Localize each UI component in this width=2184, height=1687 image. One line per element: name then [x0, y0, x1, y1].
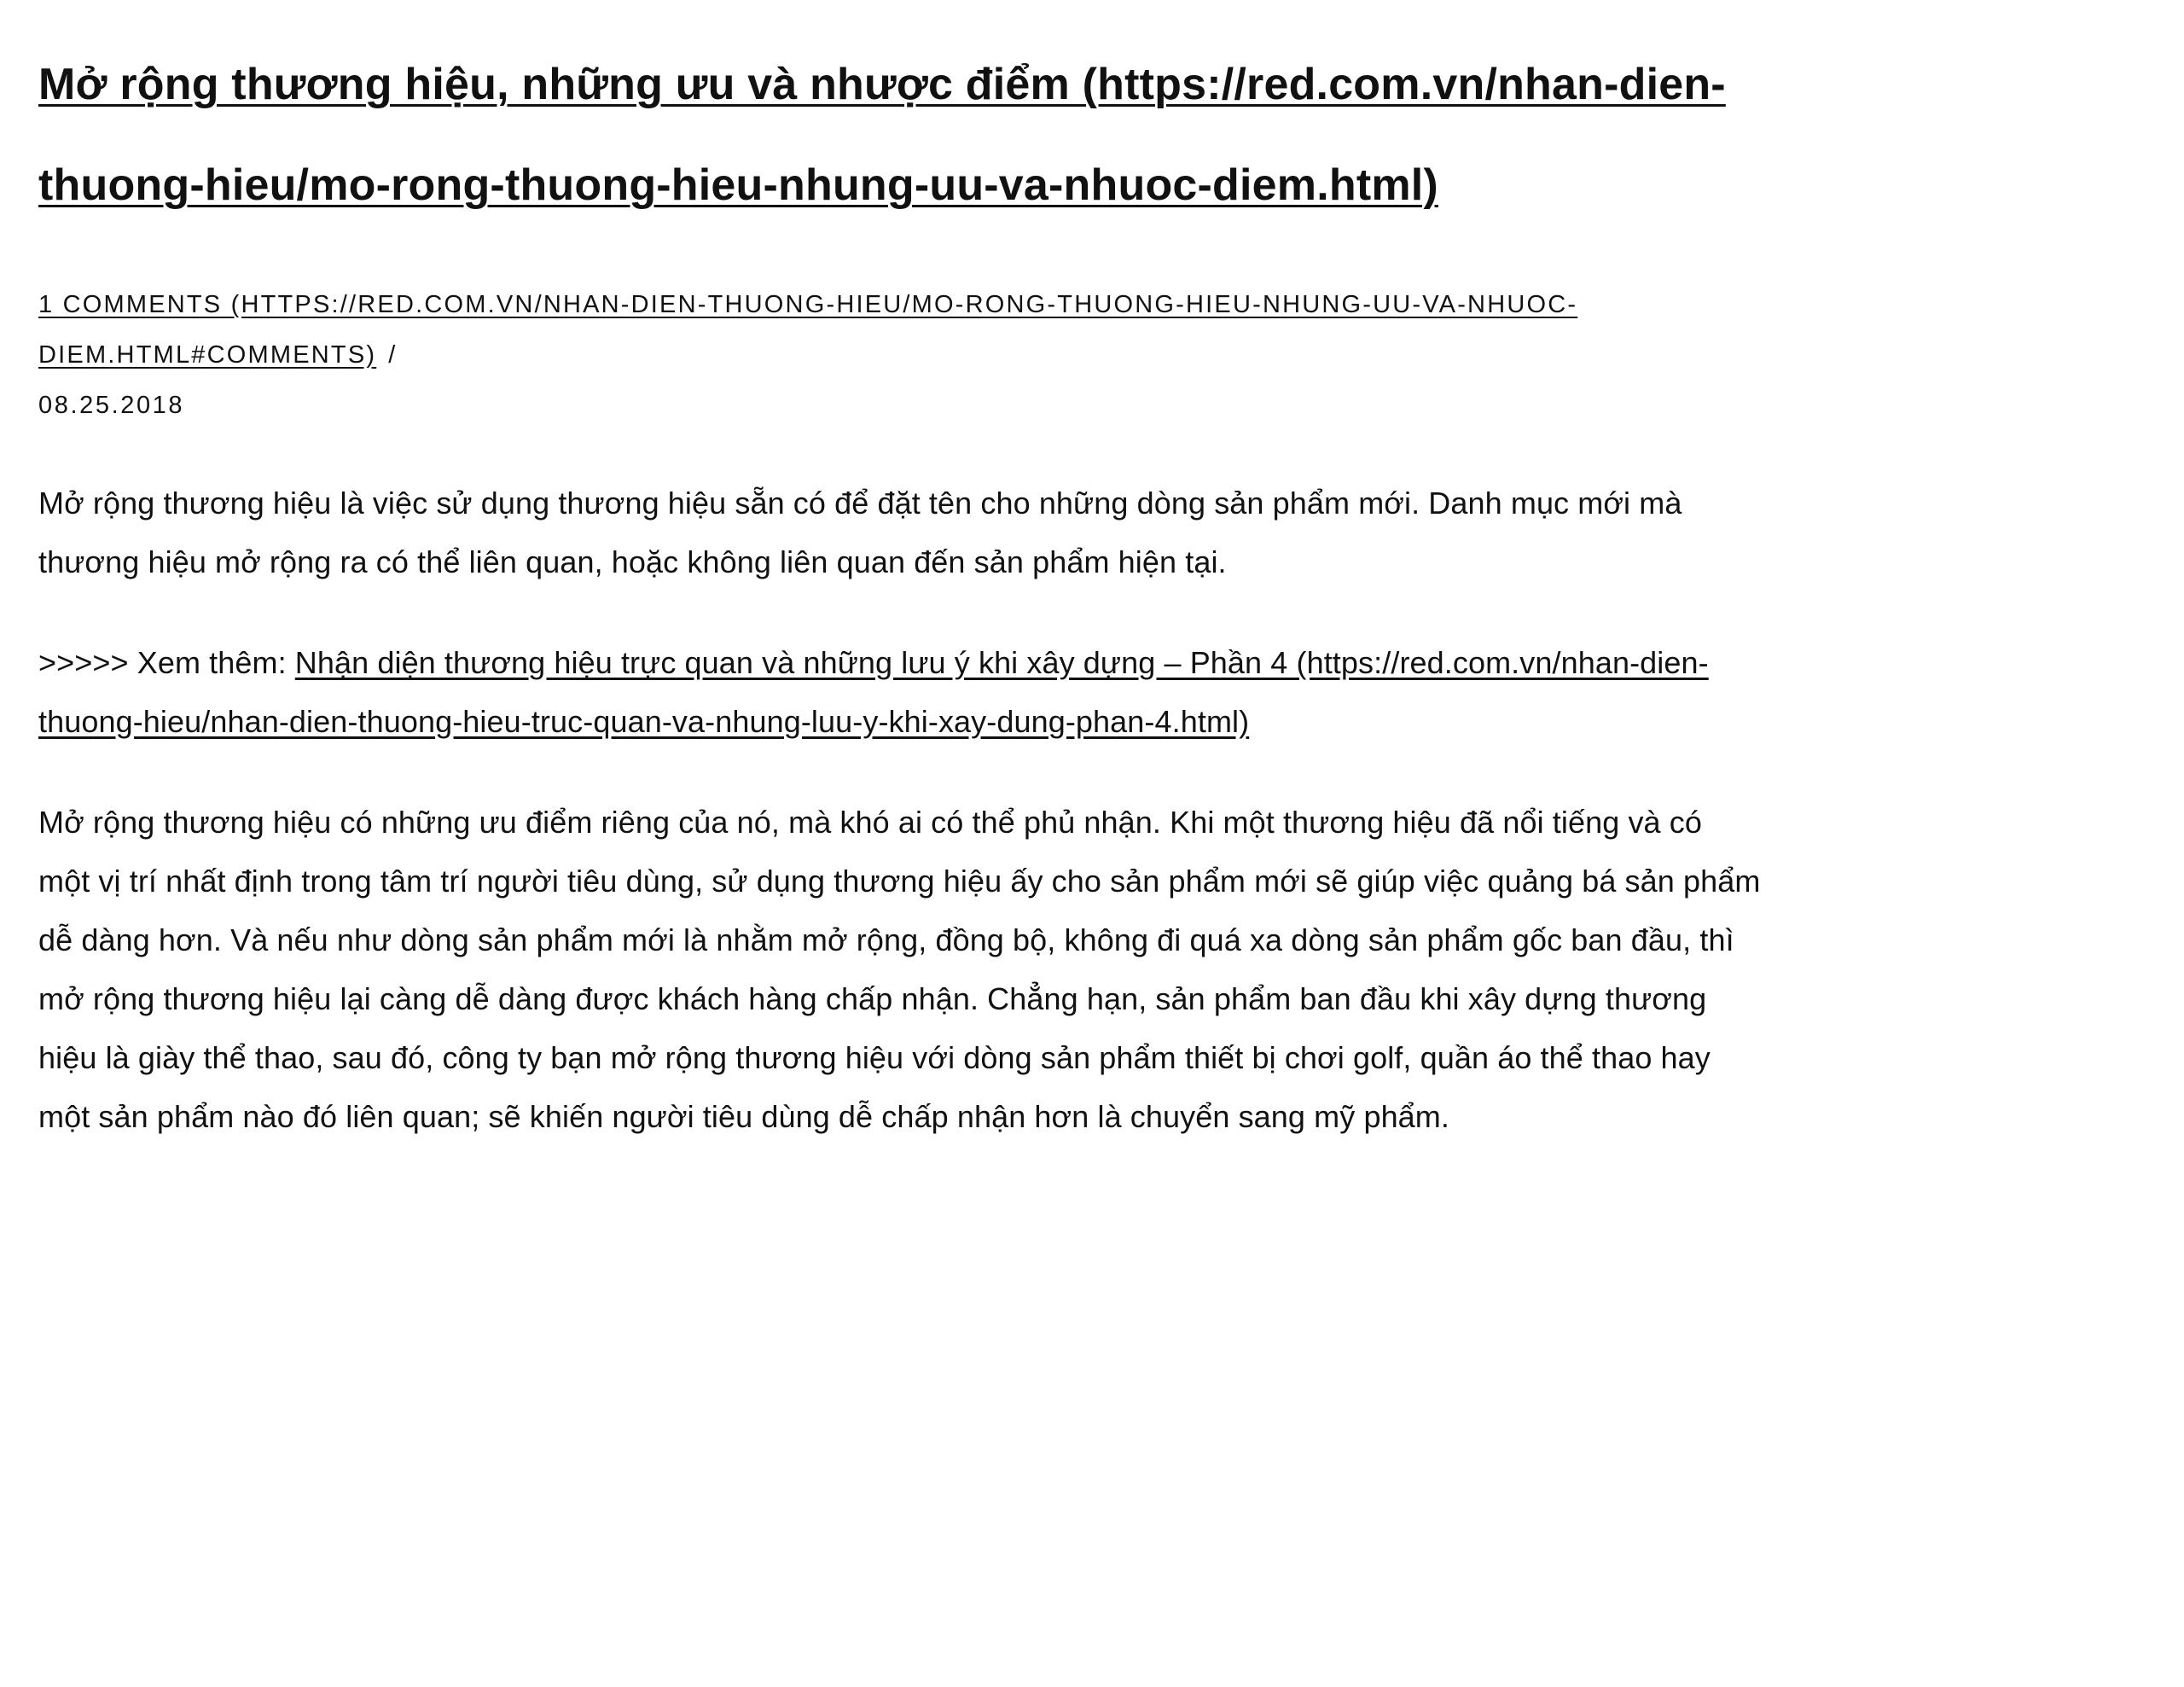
comments-link[interactable]: 1 COMMENTS (HTTPS://RED.COM.VN/NHAN-DIEN-THUONG-HIEU/MO-RONG-THUONG-HIEU-NHUNG-UU-VA-NHUOC-DIEM.HTML#COMMENTS): [38, 291, 1578, 369]
paragraph-advantages: Mở rộng thương hiệu có những ưu điểm riêng của nó, mà khó ai có thể phủ nhận. Khi một thương hiệu đã nổi tiếng và có một vị trí nhất định trong tâm trí người tiêu dùng, sử dụng thương hiệu ấy cho sản phẩm mới sẽ giúp việc quảng bá sản phẩm dễ dàng hơn. Và nếu như dòng sản phẩm mới là nhằm mở rộng, đồng bộ, không đi quá xa dòng sản phẩm gốc ban đầu, thì mở rộng thương hiệu lại càng dễ dàng được khách hàng chấp nhận. Chẳng hạn, sản phẩm ban đầu khi xây dựng thương hiệu là giày thể thao, sau đó, công ty bạn mở rộng thương hiệu với dòng sản phẩm thiết bị chơi golf, quần áo thể thao hay một sản phẩm nào đó liên quan; sẽ khiến người tiêu dùng dễ chấp nhận hơn là chuyển sang mỹ phẩm.: [38, 805, 1761, 1134]
post-title-link[interactable]: Mở rộng thương hiệu, những ưu và nhược điểm (https://red.com.vn/nhan-dien-thuong-hieu/mo-rong-thuong-hieu-nhung-uu-va-nhuoc-diem.html): [38, 60, 1726, 210]
see-more-link[interactable]: Nhận diện thương hiệu trực quan và những lưu ý khi xây dựng – Phần 4 (https://red.com.vn/nhan-dien-thuong-hieu/nhan-dien-thuong-hieu-truc-quan-va-nhung-luu-y-khi-xay-dung-phan-4.html): [38, 645, 1709, 739]
post-date: 08.25.2018: [38, 392, 185, 419]
article: [38, 34, 1762, 1146]
post-title: [38, 34, 1762, 236]
see-more-prefix: >>>>> Xem thêm:: [38, 645, 295, 680]
paragraph-intro: Mở rộng thương hiệu là việc sử dụng thương hiệu sẵn có để đặt tên cho những dòng sản phẩm mới. Danh mục mới mà thương hiệu mở rộng ra có thể liên quan, hoặc không liên quan đến sản phẩm hiện tại.: [38, 486, 1682, 579]
meta-separator: /: [388, 341, 398, 369]
post-meta: [38, 280, 1762, 381]
see-more-paragraph: [38, 633, 1762, 751]
